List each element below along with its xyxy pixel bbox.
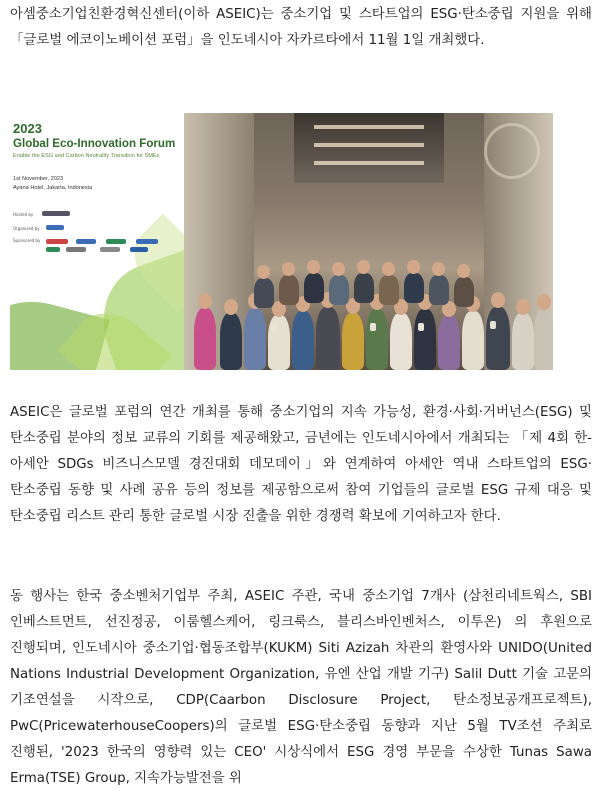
ceiling-panel: [294, 113, 444, 183]
banner-year: 2023: [13, 121, 42, 136]
person: [486, 307, 510, 370]
forum-banner: [10, 113, 184, 370]
person-back-row: [404, 273, 424, 303]
sponsor-logo-5: [46, 247, 60, 252]
person-head: [198, 293, 212, 309]
person-back-row: [429, 275, 449, 305]
person-back-row: [379, 275, 399, 305]
person: [534, 309, 553, 370]
ceiling-light: [314, 161, 424, 165]
article-paragraph-intro: 아셈중소기업친환경혁신센터(이하 ASEIC)는 중소기업 및 스타트업의 ESG·탄소중립 지원을 위해 「글로벌 에코이노베이션 포럼」을 인도네시아 자카르타에서 11월 1일 개최했다.: [10, 7, 592, 48]
person: [292, 311, 314, 370]
person-head: [537, 294, 551, 310]
person: [220, 313, 242, 370]
banner-title: Global Eco-Innovation Forum: [13, 137, 176, 150]
person: [414, 309, 436, 370]
name-badge: [490, 321, 496, 329]
person: [316, 307, 340, 370]
sponsor-logo-1: [46, 239, 68, 244]
sponsor-logo-3: [106, 239, 126, 244]
person-head: [307, 260, 320, 274]
sponsor-logo-2: [76, 239, 96, 244]
sponsor-logo-8: [130, 247, 148, 252]
person: [512, 313, 534, 370]
article-paragraph-program: 동 행사는 한국 중소벤처기업부 주최, ASEIC 주관, 국내 중소기업 7개사 (삼천리네트웍스, SBI 인베스트먼트, 선진정공, 이룸헬스케어, 링크룩스, 블리스바인벤처스, 이투온) 의 후원으로 진행되며, 인도네시아 중소기업·협동조합부(KUKM) Siti Azizah 차관의 환영사와 UNIDO(United Nations Industrial Development Organization, 유엔 산업 개발 기구) Salil Dutt 기술 고문의 기조연설을 시작으로, CDP(Caarbon Disclosure Project, 탄소정보공개프로젝트), PwC(PricewaterhouseCoopers)의 글로벌 ESG·탄소중립 동향과 지난 5월 TV조선 주최로 진행된, '2023 한국의 영향력 있는 CEO' 시상식에서 ESG 경영 부문을 수상한 Tunas Sawa Erma(TSE) Group, 지속가능발전을 위: [10, 589, 592, 786]
person: [462, 311, 484, 370]
person-head: [224, 299, 238, 315]
sponsor-logo-4: [136, 239, 158, 244]
person: [438, 315, 460, 370]
person-head: [382, 262, 395, 276]
article-paragraph-background: ASEIC은 글로벌 포럼의 연간 개최를 통해 중소기업의 지속 가능성, 환경·사회·거버넌스(ESG) 및 탄소중립 분야의 정보 교류의 기회를 제공해왔고, 금년에는 인도네시아에서 개최되는 「제 4회 한-아세안 SDGs 비즈니스모델 경진대회 데모데이」와 연계하여 아세안 역내 스타트업의 ESG·탄소중립 동향 및 사례 공유 등의 정보를 제공함으로써 참여 기업들의 글로벌 ESG 규제 대응 및 탄소중립 리스트 관리 통한 글로벌 시장 진출을 위한 경쟁력 확보에 기여하고자 한다.: [10, 405, 592, 524]
person-head: [457, 264, 470, 278]
group-photo: [184, 113, 553, 370]
host-logo: [42, 211, 70, 216]
person: [342, 313, 364, 370]
banner-subtitle: Enable the ESG and Carbon Neutrality Transition for SMEs: [13, 153, 160, 159]
banner-venue: Ayana Hotel, Jakarta, Indonesia: [13, 185, 93, 191]
person-head: [332, 262, 345, 276]
banner-hosted-by: Hosted by: [13, 212, 34, 217]
person-head: [257, 265, 270, 279]
person: [244, 308, 266, 370]
name-badge: [370, 323, 376, 331]
person-back-row: [254, 278, 274, 308]
person-head: [357, 260, 370, 274]
name-badge: [272, 325, 278, 333]
person-back-row: [454, 277, 474, 307]
person: [268, 315, 290, 370]
person: [194, 308, 216, 370]
banner-date-venue: [13, 175, 92, 193]
person-back-row: [354, 273, 374, 303]
banner-date: 1st November, 2023: [13, 176, 64, 182]
person-back-row: [279, 275, 299, 305]
person-head: [282, 262, 295, 276]
event-photo: [10, 113, 553, 370]
person-back-row: [329, 275, 349, 305]
banner-sponsored-by: Sponsored by: [13, 238, 41, 243]
organizer-logo: [46, 225, 64, 230]
name-badge: [418, 323, 424, 331]
person: [390, 313, 412, 370]
ceiling-light: [314, 143, 424, 147]
sponsor-logo-7: [100, 247, 120, 252]
wall-decoration: [484, 123, 540, 179]
person-head: [407, 260, 420, 274]
sponsor-logo-6: [66, 247, 86, 252]
person-head: [516, 299, 530, 315]
ceiling-light: [314, 125, 424, 129]
person-head: [491, 292, 505, 308]
person-head: [432, 262, 445, 276]
banner-organized-by: Organized by: [13, 226, 40, 231]
person: [366, 309, 388, 370]
person-back-row: [304, 273, 324, 303]
